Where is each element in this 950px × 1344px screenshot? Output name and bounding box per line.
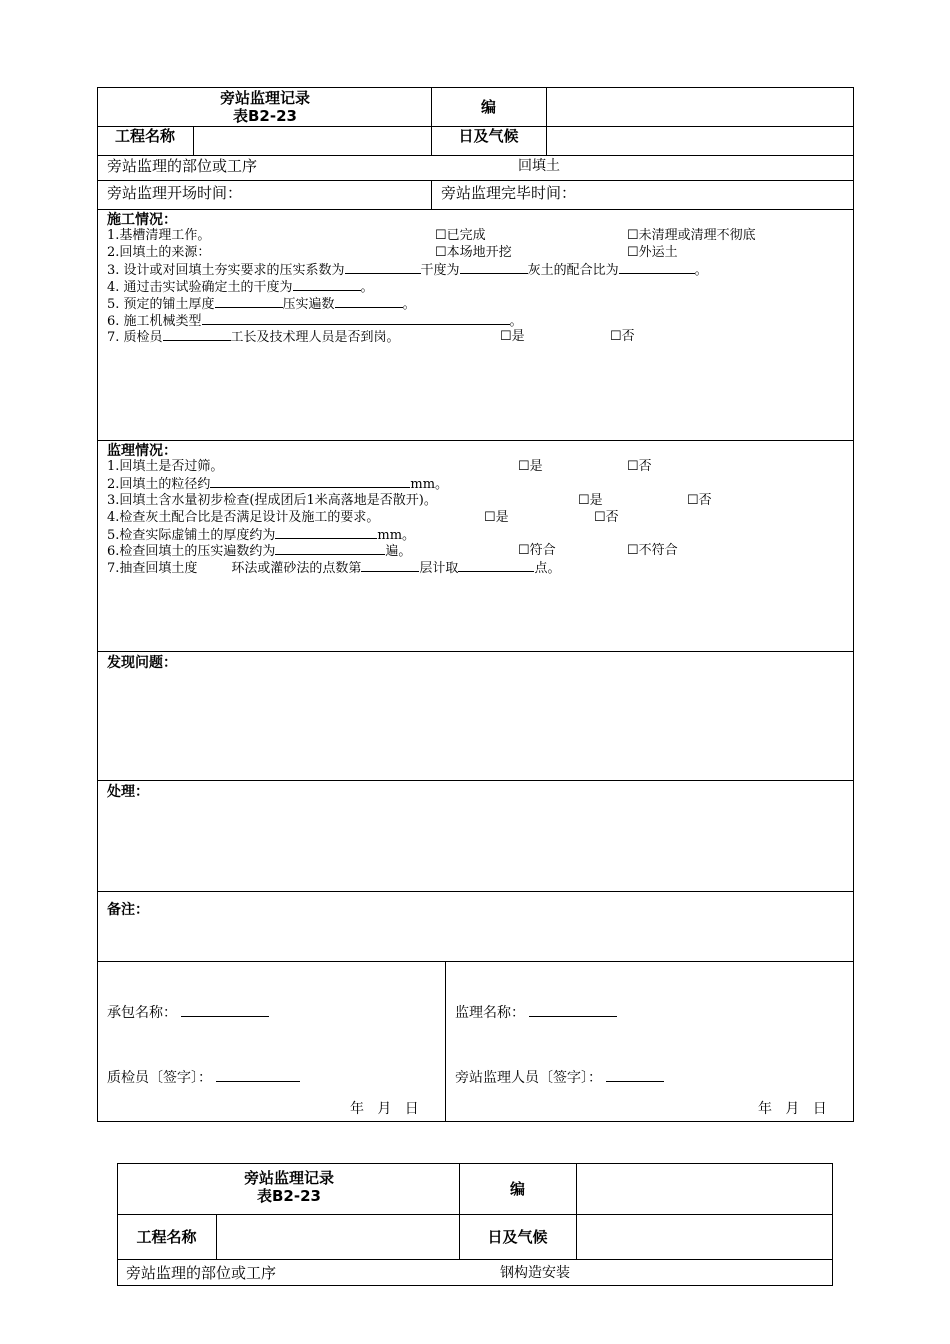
supervision-item-2: 2.回填土的粒径约 mm。 (107, 477, 449, 492)
form2-date-weather-label: 日及气候 (487, 1228, 548, 1246)
supervisor-sign-label: 旁站监理人员〔签字〕： (455, 1070, 602, 1086)
supervision-item-1: 1.回填土是否过筛。 (107, 459, 224, 474)
construction-item-7-option-yes[interactable]: ☐是 (500, 329, 525, 344)
supervision-item-4: 4.检查灰土配合比是否满足设计及施工的要求。 (107, 510, 380, 525)
form-title-line1: 旁站监理记录 (219, 89, 310, 107)
date-weather-label: 日及气候 (458, 127, 519, 145)
form-title (160, 89, 370, 125)
construction-item-7-option-no[interactable]: ☐否 (610, 329, 635, 344)
supervision-item-4-option-no[interactable]: ☐否 (594, 510, 619, 525)
point-count-blank[interactable] (458, 560, 534, 572)
location-label: 旁站监理的部位或工序 (107, 157, 258, 175)
form2-title-line2: 表B2-23 (257, 1187, 321, 1205)
supervisor-name-blank[interactable] (529, 1005, 617, 1017)
supervision-item-7: 7.抽查回填土度 环法或灌砂法的点数第 层计取 点。 (107, 561, 561, 576)
construction-item-3: 3. 设计或对回填土夯实要求的压实系数为 干度为 灰土的配合比为 。 (107, 263, 708, 278)
form2-bian-label: 编 (509, 1180, 525, 1198)
construction-heading: 施工情况： (107, 212, 177, 228)
date-weather-field[interactable] (547, 127, 853, 154)
construction-item-1: 1.基槽清理工作。 (107, 228, 211, 243)
compaction-passes-blank[interactable] (335, 296, 403, 308)
machinery-type-blank[interactable] (202, 313, 510, 325)
construction-item-2: 2.回填土的来源： (107, 245, 211, 260)
layer-thickness-blank[interactable] (215, 296, 283, 308)
supervision-item-3: 3.回填土含水量初步检查(捏成团后1米高落地是否散开)。 (107, 493, 437, 508)
end-time-label: 旁站监理完毕时间： (441, 184, 577, 202)
problems-field[interactable] (98, 672, 853, 779)
supervision-item-1-option-no[interactable]: ☐否 (627, 459, 652, 474)
form2-title (184, 1169, 394, 1205)
form2-title-line1: 旁站监理记录 (243, 1169, 334, 1187)
particle-size-blank[interactable] (210, 476, 410, 488)
form-title-line2: 表B2-23 (233, 107, 297, 125)
project-name-field[interactable] (194, 127, 430, 154)
supervision-heading: 监理情况： (107, 443, 177, 459)
inspector-blank[interactable] (163, 329, 231, 341)
construction-item-2-option-onsite[interactable]: ☐本场地开挖 (435, 245, 512, 260)
form2-project-name-label: 工程名称 (136, 1228, 197, 1246)
compaction-count-blank[interactable] (275, 543, 385, 555)
supervision-item-3-option-no[interactable]: ☐否 (687, 493, 712, 508)
contractor-label: 承包名称： (107, 1005, 177, 1021)
date-left: 年 月 日 (350, 1101, 419, 1117)
supervision-item-6-option-nonconform[interactable]: ☐不符合 (627, 543, 678, 558)
contractor-blank[interactable] (181, 1005, 269, 1017)
remarks-heading: 备注： (107, 902, 149, 918)
layer-number-blank[interactable] (361, 560, 419, 572)
construction-item-5: 5. 预定的铺土厚度 压实遍数 。 (107, 297, 416, 312)
test-dry-density-blank[interactable] (293, 279, 361, 291)
inspector-sign-label: 质检员〔签字〕： (107, 1070, 212, 1086)
construction-item-1-option-not-done[interactable]: ☐未清理或清理不彻底 (627, 228, 756, 243)
dry-density-blank[interactable] (460, 262, 528, 274)
construction-item-7: 7. 质检员 工长及技术理人员是否到岗。 (107, 330, 400, 345)
construction-item-4: 4. 通过击实试验确定土的干度为 。 (107, 280, 374, 295)
supervision-item-5: 5.检查实际虚铺土的厚度约为 mm。 (107, 528, 416, 543)
inspector-sign-row (107, 1070, 300, 1086)
handling-field[interactable] (98, 801, 853, 890)
contractor-row (107, 1005, 269, 1021)
mix-ratio-blank[interactable] (619, 262, 695, 274)
construction-item-6: 6. 施工机械类型 。 (107, 314, 523, 329)
compaction-coefficient-blank[interactable] (345, 262, 421, 274)
loose-thickness-blank[interactable] (275, 527, 377, 539)
supervision-item-1-option-yes[interactable]: ☐是 (518, 459, 543, 474)
form2-project-name-field[interactable] (217, 1215, 458, 1258)
bian-label: 编 (480, 98, 496, 116)
supervision-item-4-option-yes[interactable]: ☐是 (484, 510, 509, 525)
form2-location-label: 旁站监理的部位或工序 (126, 1264, 277, 1282)
supervisor-sign-row (455, 1070, 664, 1086)
supervision-item-3-option-yes[interactable]: ☐是 (578, 493, 603, 508)
form2-date-weather-field[interactable] (577, 1215, 832, 1258)
supervision-item-6: 6.检查回填土的压实遍数约为 遍。 (107, 544, 412, 559)
supervisor-sign-blank[interactable] (606, 1070, 664, 1082)
supervisor-name-label: 监理名称： (455, 1005, 525, 1021)
date-right: 年 月 日 (758, 1101, 827, 1117)
start-time-label: 旁站监理开场时间： (107, 184, 243, 202)
construction-item-2-option-external[interactable]: ☐外运土 (627, 245, 678, 260)
supervision-item-6-option-conform[interactable]: ☐符合 (518, 543, 556, 558)
remarks-field[interactable] (98, 920, 853, 960)
project-name-label: 工程名称 (114, 127, 175, 145)
form2-location-value: 钢构造安装 (500, 1265, 570, 1281)
handling-heading: 处理： (107, 784, 149, 800)
location-value: 回填土 (518, 158, 560, 174)
supervisor-name-row (455, 1005, 617, 1021)
inspector-sign-blank[interactable] (216, 1070, 300, 1082)
problems-heading: 发现问题： (107, 655, 177, 671)
construction-item-1-option-done[interactable]: ☐已完成 (435, 228, 486, 243)
